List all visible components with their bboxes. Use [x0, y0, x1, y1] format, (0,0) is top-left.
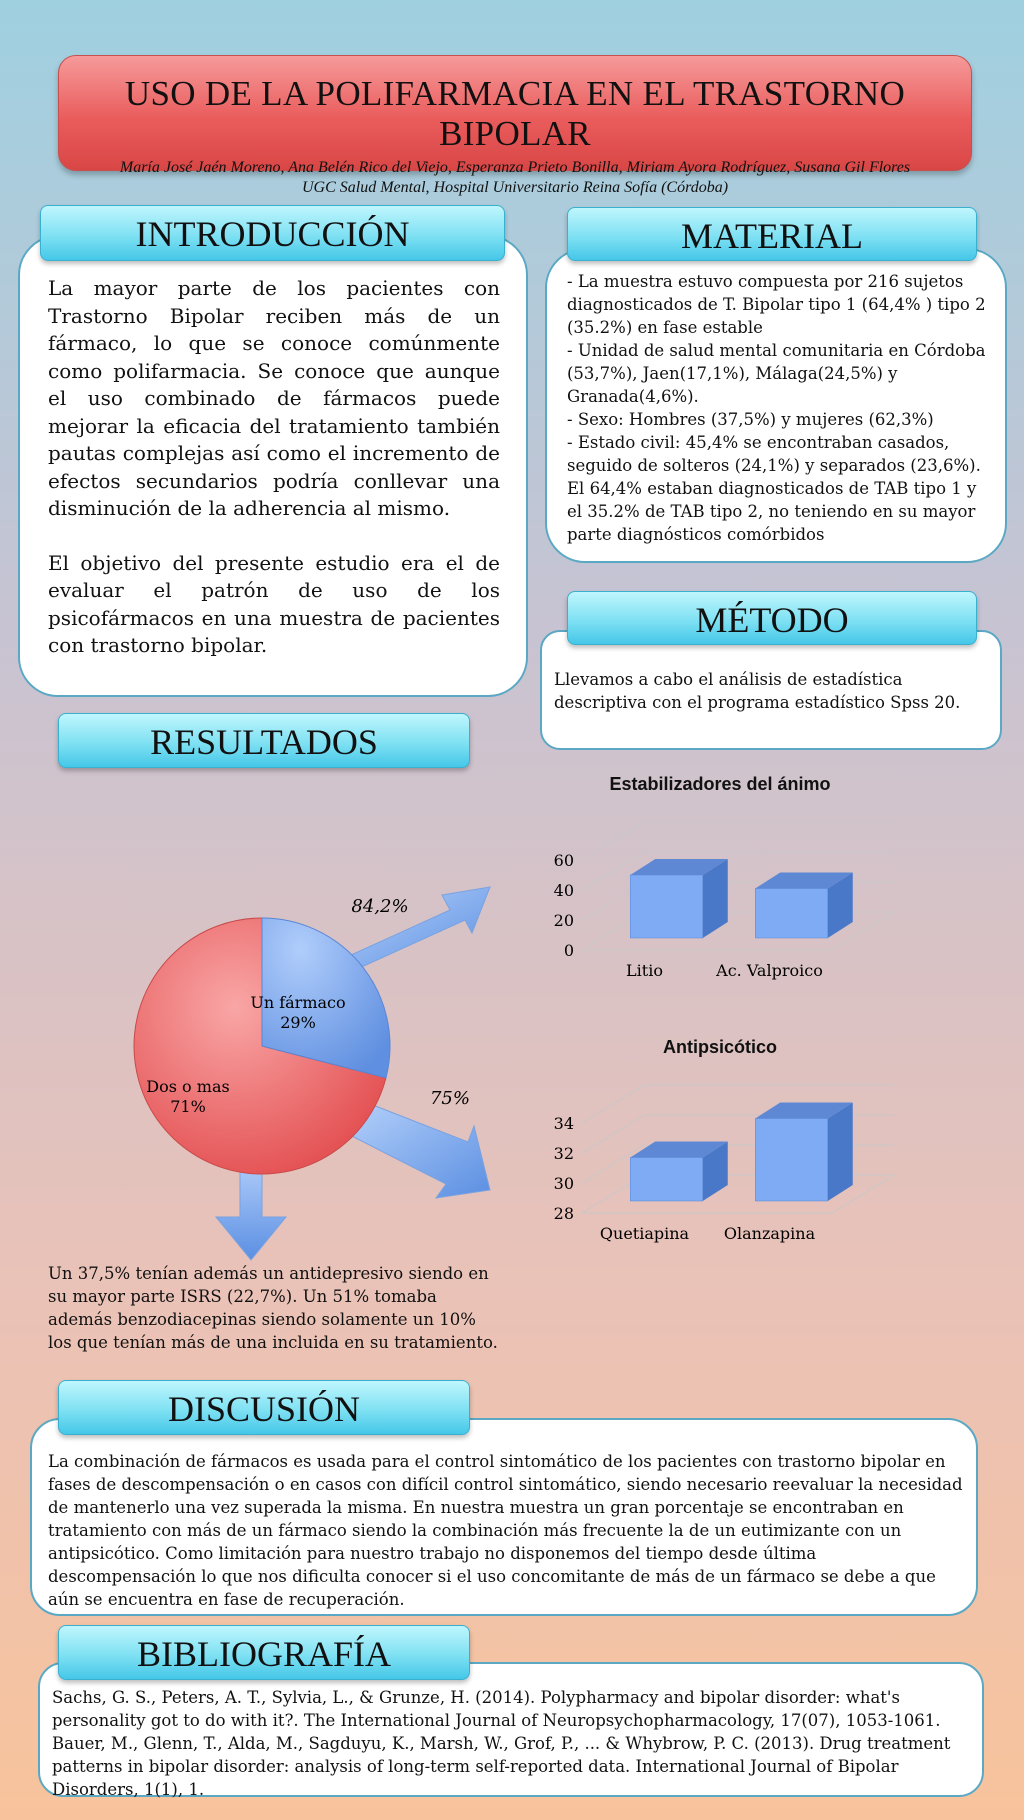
pie-label-one-pct: 29% [280, 1013, 316, 1032]
material-line: - La muestra estuvo compuesta por 216 sujetos diagnosticados de T. Bipolar tipo 1 (64,4% ) tipo 2 (35.2%) en fase estable [567, 272, 986, 337]
bibliografia-heading: BIBLIOGRAFÍA [58, 1625, 470, 1680]
authors: María José Jaén Moreno, Ana Belén Rico del Viejo, Esperanza Prieto Bonilla, Miriam Ayora Rodríguez, Susana Gil Flores [119, 159, 911, 176]
y-tick-label: 30 [553, 1174, 574, 1193]
metodo-panel [540, 630, 1002, 750]
arrow-down [216, 1170, 286, 1260]
chart2-title: Antipsicótico [662, 1037, 777, 1057]
material-line: - Unidad de salud mental comunitaria en Córdoba (53,7%), Jaen(17,1%), Málaga(24,5%) y Granada(4,6%). [567, 341, 986, 406]
discusion-panel [30, 1418, 978, 1616]
bar [755, 889, 828, 939]
bar-side [828, 1103, 853, 1202]
discusion-text: La combinación de fármacos es usada para el control sintomático de los pacientes con trastorno bipolar en fases de descompensación o en casos con difícil control sintomático, siendo necesario reevaluar la necesidad de mantenerlo una vez superada la misma. En nuestra muestra un gran porcentaje se encontraban en tratamiento con más de un fármaco siendo la combinación más frecuente la de un eutimizante con un antipsicótico. Como limitación para nuestro trabajo no disponemos del tiempo desde última descompensación lo que nos dificulta conocer si el uso concomitante de más de un fármaco se debe a que aún se encuentra en fase de recuperación. [48, 1452, 963, 1609]
chart2-plot [554, 1085, 894, 1243]
title-banner [58, 55, 972, 196]
affiliation: UGC Salud Mental, Hospital Universitario Reina Sofía (Córdoba) [301, 179, 729, 196]
material-line: - Sexo: Hombres (37,5%) y mujeres (62,3%) [567, 410, 934, 429]
pie-label-two-pct: 71% [170, 1097, 206, 1116]
bar-chart-antipsicotico [520, 1063, 920, 1263]
gridline-diag [582, 822, 644, 860]
reference-item: Sachs, G. S., Peters, A. T., Sylvia, L., & Grunze, H. (2014). Polypharmacy and bipolar disorder: what's personality got to do with it?. The International Journal of Neuropsychopharmacology, 17(07), 1053-1061. [52, 1688, 941, 1730]
metodo-heading: MÉTODO [567, 591, 977, 645]
x-tick-label: Litio [626, 961, 663, 980]
bibliografia-panel [38, 1662, 984, 1797]
bar [630, 1158, 703, 1202]
resultados-heading: RESULTADOS [58, 713, 470, 768]
y-tick-label: 28 [553, 1204, 574, 1223]
chart1-title: Estabilizadores del ánimo [609, 774, 831, 794]
pie-chart-area [0, 860, 520, 1270]
x-tick-label: Ac. Valproico [716, 961, 823, 980]
intro-paragraph-1: La mayor parte de los pacientes con Trastorno Bipolar reciben más de un fármaco, lo que se conoce comúnmente como polifarmacia. Se conoce que aunque el uso combinado de fármacos puede mejorar la eficacia del tratamiento también pautas complejas así como el incremento de efectos secundarios podría conllevar una disminución de la adherencia al mismo. [48, 276, 500, 520]
pie-label-one: Un fármaco [250, 993, 346, 1012]
y-tick-label: 40 [553, 881, 574, 900]
material-panel [545, 248, 1007, 563]
chart1-plot [554, 822, 894, 980]
y-tick-label: 60 [553, 851, 574, 870]
intro-paragraph-2: El objetivo del presente estudio era el de evaluar el patrón de uso de los psicofármacos en una muestra de pacientes con trastorno bipolar. [48, 550, 500, 657]
x-tick-label: Olanzapina [723, 1224, 816, 1243]
intro-text [48, 275, 500, 660]
y-tick-label: 20 [553, 911, 574, 930]
bar [630, 875, 703, 938]
material-line: - Estado civil: 45,4% se encontraban casados, seguido de solteros (24,1%) y separados (23,6%). El 64,4% estaban diagnosticados de TAB tipo 1 y el 35.2% de TAB tipo 2, no teniendo en su mayor parte diagnósticos comórbidos [567, 433, 981, 544]
material-text [567, 270, 992, 546]
discusion-heading: DISCUSIÓN [58, 1380, 470, 1435]
pie-label-two: Dos o mas [146, 1077, 230, 1096]
intro-panel [18, 235, 528, 697]
poster-title: USO DE LA POLIFARMACIA EN EL TRASTORNO BIPOLAR [124, 74, 906, 153]
metodo-text: Llevamos a cabo el análisis de estadística descriptiva con el programa estadístico Spss 20. [554, 670, 961, 712]
y-tick-label: 0 [563, 941, 574, 960]
resultados-text: Un 37,5% tenían además un antidepresivo siendo en su mayor parte ISRS (22,7%). Un 51% tomaba además benzodiacepinas siendo solamente un 10% los que tenían más de una incluida en su tratamiento. [48, 1264, 498, 1352]
reference-item: Bauer, M., Glenn, T., Alda, M., Sagduyu, K., Marsh, W., Grof, P., ... & Whybrow, P. C. (2013). Drug treatment patterns in bipolar disorder: analysis of long-term self-reported data. International Journal of Bipolar Disorders, 1(1), 1. [52, 1734, 951, 1799]
arrow-label-top: 84,2% [351, 896, 409, 917]
gridline-diag [582, 1085, 644, 1123]
arrow-label-bottom: 75% [429, 1088, 471, 1109]
x-tick-label: Quetiapina [599, 1224, 690, 1243]
intro-heading: INTRODUCCIÓN [40, 205, 505, 261]
bibliografia-refs [52, 1686, 972, 1801]
y-tick-label: 34 [553, 1114, 574, 1133]
gridline-diag [582, 1115, 644, 1153]
bar [755, 1119, 828, 1202]
material-heading: MATERIAL [567, 207, 977, 261]
bar-chart-estabilizadores [520, 800, 920, 1000]
y-tick-label: 32 [553, 1144, 574, 1163]
